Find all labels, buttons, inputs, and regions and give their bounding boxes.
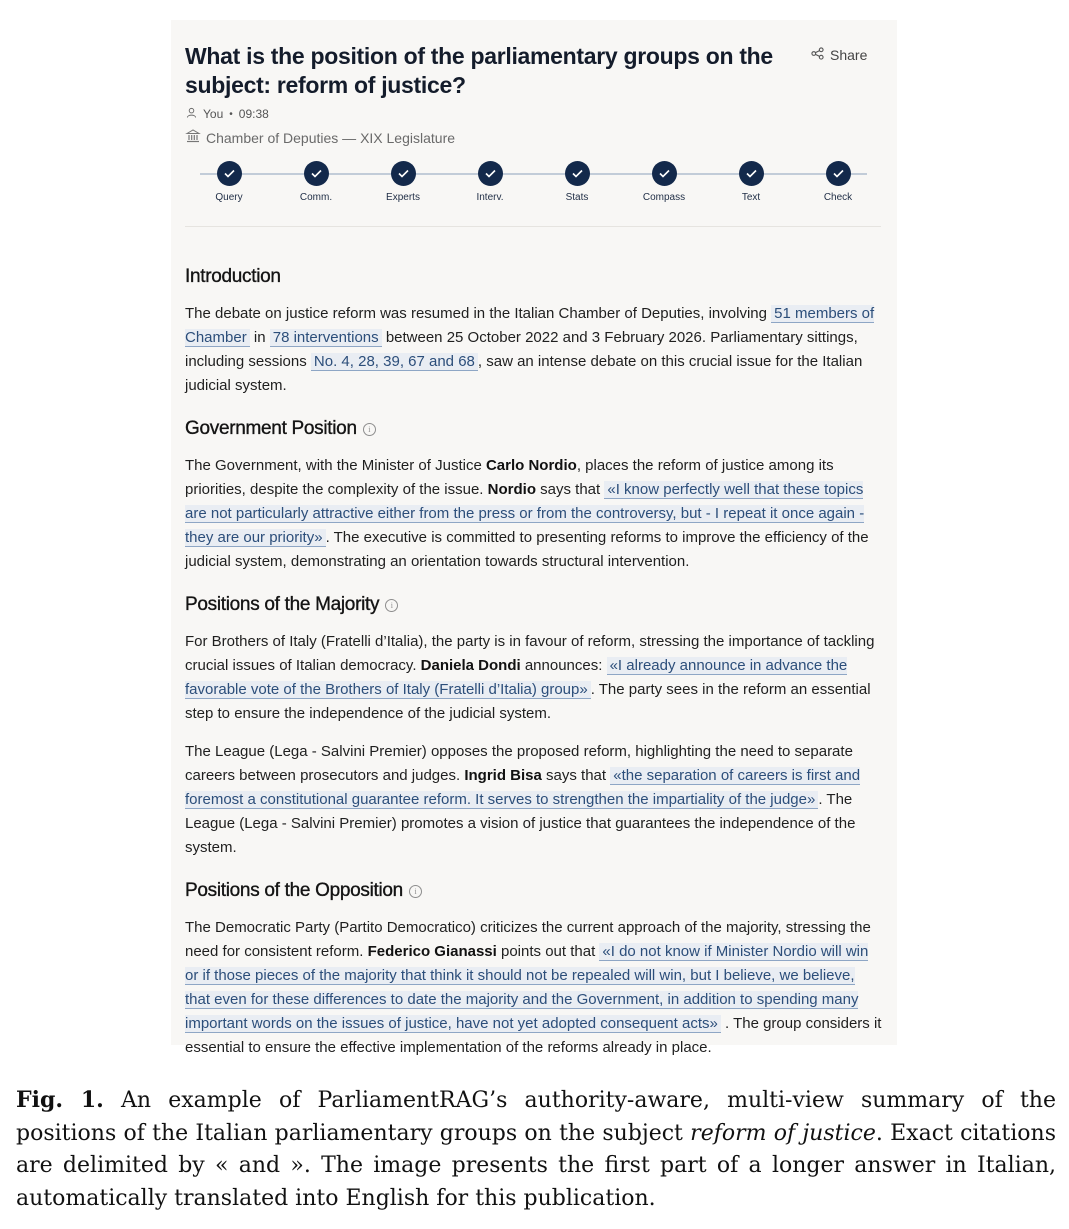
info-icon[interactable]: i xyxy=(385,599,398,612)
citation-quote[interactable]: «I do not know if Minister Nordio will win or if those pieces of the majority that think it should not be repealed will win, but I believe, we believe, that even for these differences to date the majority and the Government, in addition to spending many important words on the issues of justice, have not yet adopted consequent acts» xyxy=(185,943,869,1032)
check-icon xyxy=(217,161,242,186)
section-heading-government xyxy=(185,417,883,441)
text: The Government, with the Minister of Justice xyxy=(185,457,482,474)
step-label: Query xyxy=(215,192,243,203)
citation-interventions[interactable]: 78 interventions xyxy=(270,329,382,347)
text: The Democratic Party (Partito Democratico) criticizes the current approach of the majority, stressing the need for consistent reform. xyxy=(185,919,871,960)
section-heading-opposition xyxy=(185,879,883,903)
step-label: Check xyxy=(823,192,853,203)
check-icon xyxy=(565,161,590,186)
text: in xyxy=(253,329,266,346)
speaker-name: Nordio xyxy=(487,481,536,498)
step-label: Comm. xyxy=(299,192,333,203)
citation-quote[interactable]: «I already announce in advance the favorable vote of the Brothers of Italy (Fratelli d’Italia) group» xyxy=(185,657,848,698)
caption-text: . Exact citations are delimited by « and ». The image presents the first part of a longer answer in Italian, automatically translated into English for this publication. xyxy=(16,1120,1057,1211)
majority-paragraph-2 xyxy=(185,740,883,860)
figure-label: Fig. 1. xyxy=(16,1087,104,1113)
text: . The party sees in the reform an essential step to ensure the independence of the judicial system. xyxy=(185,681,871,722)
speaker-name: Federico Gianassi xyxy=(367,943,497,960)
step-label: Text xyxy=(741,192,761,203)
section-heading-majority xyxy=(185,593,883,617)
text: , places the reform of justice among its priorities, despite the complexity of the issue. xyxy=(185,457,834,498)
info-icon[interactable]: i xyxy=(409,885,422,898)
step-text[interactable] xyxy=(716,161,786,203)
figure-caption xyxy=(16,1084,1056,1215)
text: says that xyxy=(546,767,607,784)
answer-card xyxy=(171,20,897,1056)
answer-body xyxy=(185,265,883,1074)
speaker-name: Carlo Nordio xyxy=(485,457,577,474)
caption-text: An example of ParliamentRAG’s authority-aware, multi-view summary of the positions of the Italian parliamentary groups on the subject xyxy=(16,1088,1056,1146)
check-icon xyxy=(739,161,764,186)
share-icon xyxy=(811,47,824,63)
speaker-name: Ingrid Bisa xyxy=(464,767,542,784)
message-meta xyxy=(186,107,269,121)
author-name: You xyxy=(203,107,224,121)
step-label: Experts xyxy=(386,192,420,203)
text: . The group considers it essential to ensure the effective implementation of the reforms already in place. xyxy=(185,1015,882,1056)
government-paragraph xyxy=(185,454,883,574)
intro-paragraph xyxy=(185,302,883,398)
citation-sessions[interactable]: No. 4, 28, 39, 67 and 68 xyxy=(311,353,478,371)
opposition-paragraph xyxy=(185,916,883,1060)
step-label: Stats xyxy=(565,192,589,203)
text: The debate on justice reform was resumed in the Italian Chamber of Deputies, involving xyxy=(185,305,767,322)
info-icon[interactable]: i xyxy=(363,423,376,436)
check-icon xyxy=(391,161,416,186)
majority-paragraph-1 xyxy=(185,630,883,726)
text: between 25 October 2022 and 3 February 2026. Parliamentary sittings, including sessions xyxy=(185,329,858,370)
header-divider xyxy=(185,226,881,227)
heading-text: Positions of the Opposition xyxy=(185,880,403,901)
step-interv[interactable] xyxy=(455,161,525,203)
source-label: Chamber of Deputies — XIX Legislature xyxy=(206,129,456,146)
question-title: What is the position of the parliamentary groups on the subject: reform of justice? xyxy=(185,43,773,98)
user-icon xyxy=(186,107,197,121)
text: , saw an intense debate on this crucial issue for the Italian judicial system. xyxy=(185,353,863,394)
pipeline-stepper xyxy=(200,161,867,211)
heading-text: Positions of the Majority xyxy=(185,594,380,615)
share-button[interactable] xyxy=(811,47,867,63)
caption-emphasis: reform of justice xyxy=(690,1120,876,1146)
text: . The League (Lega - Salvini Premier) promotes a vision of justice that guarantees the independence of the system. xyxy=(185,791,856,856)
check-icon xyxy=(478,161,503,186)
section-heading-introduction: Introduction xyxy=(185,266,281,287)
check-icon xyxy=(304,161,329,186)
source-line xyxy=(186,129,455,146)
heading-text: Government Position xyxy=(185,418,357,439)
citation-quote[interactable]: «I know perfectly well that these topics are not particularly attractive either from the press or from the controversy, but - I repeat it once again - they are our priority» xyxy=(185,481,865,546)
step-comm[interactable] xyxy=(281,161,351,203)
citation-members[interactable]: 51 members of Chamber xyxy=(185,305,875,346)
text: says that xyxy=(540,481,601,498)
speaker-name: Daniela Dondi xyxy=(420,657,521,674)
share-label: Share xyxy=(830,47,868,63)
check-icon xyxy=(826,161,851,186)
text: points out that xyxy=(501,943,596,960)
citation-quote[interactable]: «the separation of careers is first and foremost a constitutional guarantee reform. It serves to strengthen the impartiality of the judge» xyxy=(185,767,861,808)
text: The League (Lega - Salvini Premier) opposes the proposed reform, highlighting the need to separate careers between prosecutors and judges. xyxy=(185,743,853,784)
step-query[interactable] xyxy=(194,161,264,203)
step-compass[interactable] xyxy=(629,161,699,203)
institution-icon xyxy=(186,129,200,146)
text: announces: xyxy=(524,657,603,674)
message-time: 09:38 xyxy=(238,107,269,121)
step-label: Interv. xyxy=(476,192,504,203)
meta-separator: • xyxy=(229,108,233,120)
step-experts[interactable] xyxy=(368,161,438,203)
text: . The executive is committed to presenting reforms to improve the efficiency of the judicial system, demonstrating an orientation towards structural intervention. xyxy=(185,529,869,570)
check-icon xyxy=(652,161,677,186)
step-stats[interactable] xyxy=(542,161,612,203)
text: For Brothers of Italy (Fratelli d’Italia), the party is in favour of reform, stressing the importance of tackling crucial issues of Italian democracy. xyxy=(185,633,875,674)
step-label: Compass xyxy=(642,192,686,203)
step-check[interactable] xyxy=(803,161,873,203)
